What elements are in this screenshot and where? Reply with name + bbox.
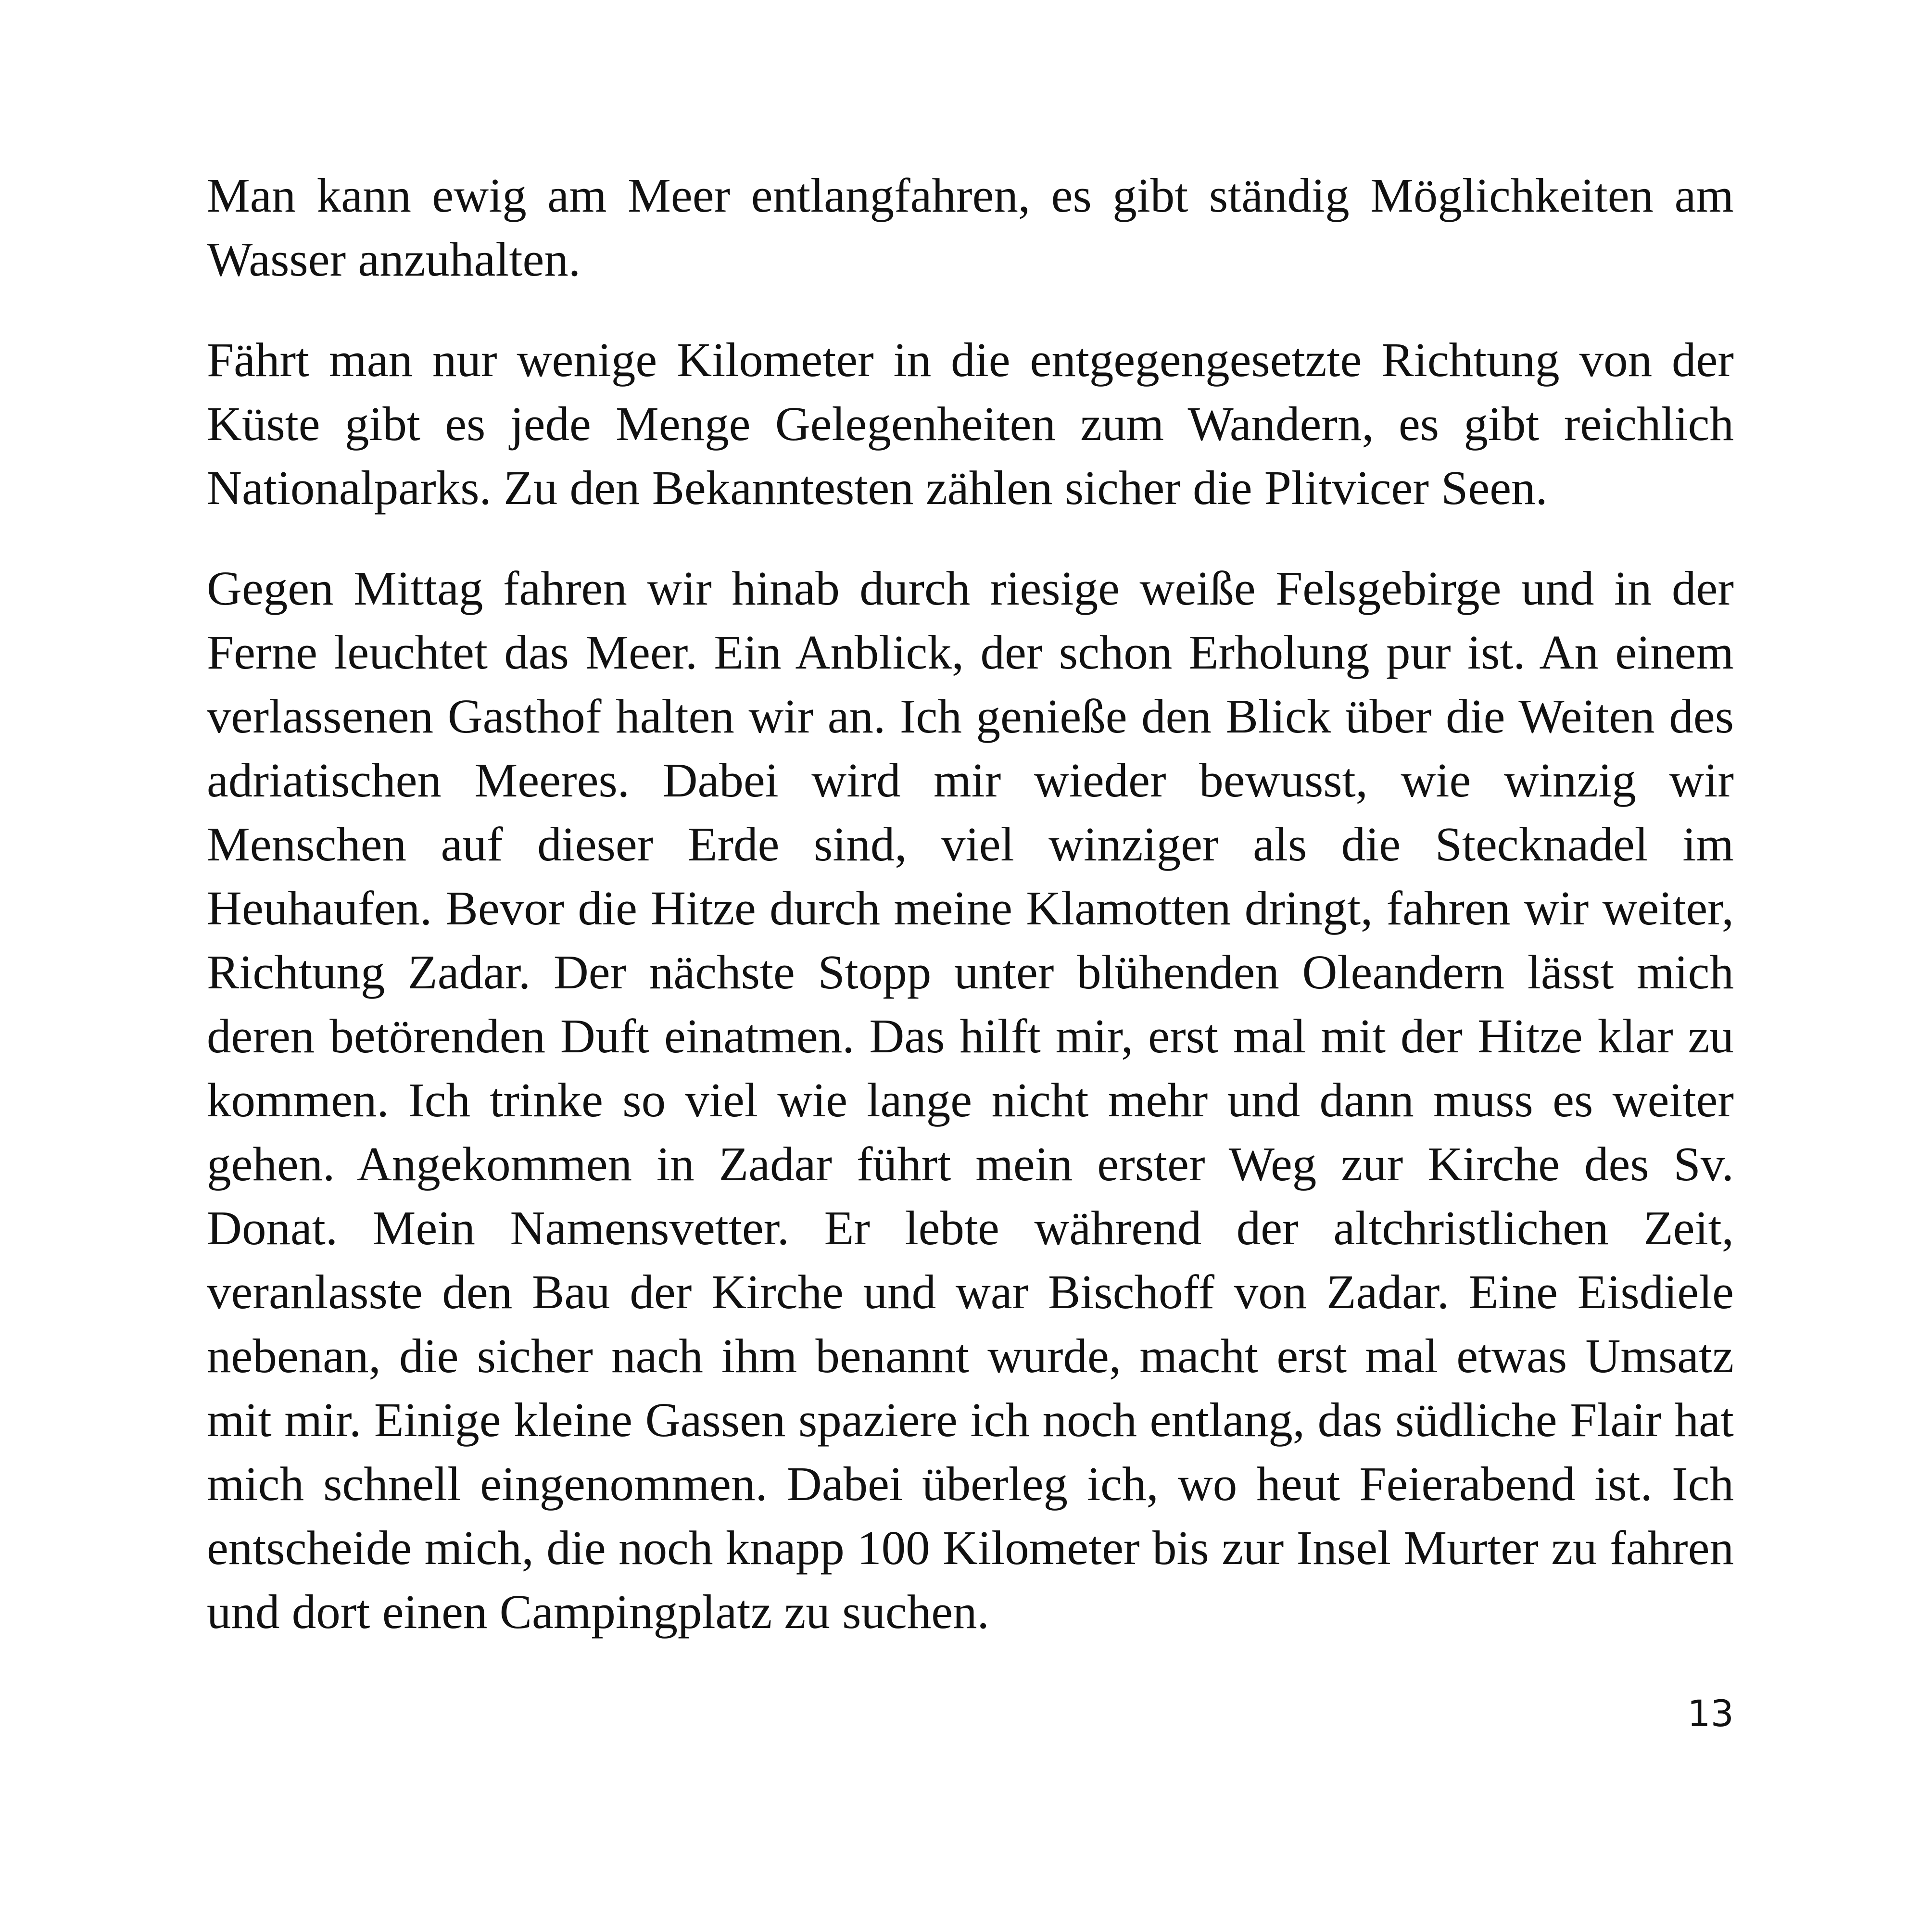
body-text [207, 164, 1734, 1644]
paragraph-2: Fährt man nur wenige Kilometer in die entgegengesetzte Richtung von der Küste gibt es jede Menge Gelegenheiten zum Wandern, es gibt reichlich Nationalparks. Zu den Bekanntesten zählen sicher die Plitvicer Seen. [207, 333, 1734, 515]
paragraph-3: Gegen Mittag fahren wir hinab durch riesige weiße Felsgebirge und in der Ferne leuchtet das Meer. Ein Anblick, der schon Erholung pur ist. An einem verlassenen Gasthof halten wir an. Ich genieße den Blick über die Weiten des adriatischen Meeres. Dabei wird mir wieder bewusst, wie winzig wir Menschen auf dieser Erde sind, viel winziger als die Stecknadel im Heuhaufen. Bevor die Hitze durch meine Klamotten dringt, fahren wir weiter, Richtung Zadar. Der nächste Stopp unter blühenden Oleandern lässt mich deren betörenden Duft einatmen. Das hilft mir, erst mal mit der Hitze klar zu kommen. Ich trinke so viel wie lange nicht mehr und dann muss es weiter gehen. Angekommen in Zadar führt mein erster Weg zur Kirche des Sv. Donat. Mein Namensvetter. Er lebte während der altchristlichen Zeit, veranlasste den Bau der Kirche und war Bischoff von Zadar. Eine Eisdiele nebenan, die sicher nach ihm benannt wurde, macht erst mal etwas Umsatz mit mir. Einige kleine Gassen spaziere ich noch entlang, das südliche Flair hat mich schnell eingenommen. Dabei überleg ich, wo heut Feierabend ist. Ich entscheide mich, die noch knapp 100 Kilometer bis zur Insel Murter zu fahren und dort einen Campingplatz zu suchen. [207, 561, 1734, 1639]
paragraph-1: Man kann ewig am Meer entlangfahren, es gibt ständig Möglichkeiten am Wasser anzuhalten. [207, 168, 1734, 286]
page-number: 13 [1687, 1692, 1734, 1735]
